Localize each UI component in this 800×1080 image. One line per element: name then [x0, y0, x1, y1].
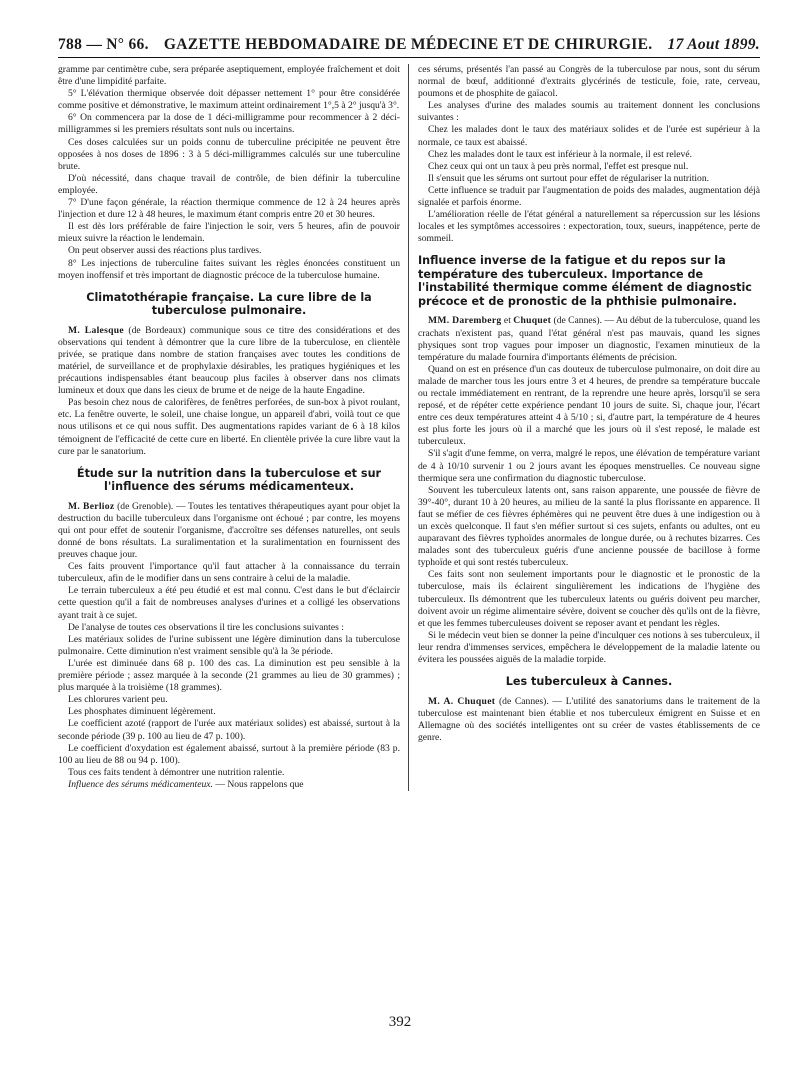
paragraph: Ces faits sont non seulement importants pour le diagnostic et le pronostic de la tuberculose, mais ils éclairent singulièrement les indications de l'hygiène des tuberculeux. Ils démontrent que les tuberculeux latents ou guéris doivent peu marcher, doivent avoir un régime alimentaire sévère, doivent se coucher dès qu'ils ont de la fièvre, et que les femmes tuberculeuses doivent se reposer avant et pendant les règles. [418, 569, 760, 629]
paragraph-text: (de Bordeaux) communique sous ce titre des considérations et des observations qui tendent à démontrer que la cure libre de la tuberculose, en clientèle privée, se pratique dans nombre de station françaises avec toutes les conditions de matériel, de surveillance et de prophylaxie désirables, les pratiques hygiéniques et les précautions indispensables étant beaucoup plus faciles à observer dans nos climats lumineux et doux que dans les cieux de brume et de neige de la haute Engadine. [58, 324, 401, 397]
paragraph-text: — Nous rappelons que [212, 778, 304, 790]
section-heading-cannes: Les tuberculeux à Cannes. [505, 675, 673, 689]
paragraph [58, 501, 400, 561]
paragraph: 8° Les injections de tuberculine faites suivant les règles énoncées constituent un moyen inoffensif et très important de diagnostic précoce de la tuberculose humaine. [58, 257, 400, 281]
paragraph [58, 779, 400, 791]
author-name: MM. Daremberg [428, 315, 502, 327]
author-name: Chuquet [513, 315, 552, 327]
paragraph: Ces faits prouvent l'importance qu'il faut attacher à la connaissance du terrain tuberculeux, afin de le modifier dans un sens contraire à celui de la maladie. [58, 561, 400, 585]
paragraph: 6° On commencera par la dose de 1 déci-milligramme pour recommencer à 2 déci-milligrammes si les premiers résultats sont nuls ou incertains. [58, 112, 400, 136]
paragraph [418, 315, 760, 363]
page-issue-number: 788 — N° 66. [58, 36, 149, 53]
paragraph: Chez les malades dont le taux est inférieur à la normale, il est relevé. [428, 148, 692, 160]
paragraph: On peut observer aussi des réactions plus tardives. [68, 245, 262, 257]
page-number: 392 [388, 1014, 412, 1030]
paragraph: Le coefficient azoté (rapport de l'urée aux matériaux solides) est abaissé, surtout à la seconde période (39 p. 100 au lieu de 47 p. 100). [58, 718, 400, 742]
paragraph: Le coefficient d'oxydation est également abaissé, surtout à la première période (83 p. 100 au lieu de 88 ou 94 p. 100). [58, 742, 400, 766]
paragraph: De l'analyse de toutes ces observations il tire les conclusions suivantes : [68, 621, 344, 633]
paragraph: Les matériaux solides de l'urine subissent une légère diminution dans la tuberculose pulmonaire. Cette diminution n'est vraiment sensible qu'à la 3e période. [58, 633, 400, 657]
paragraph: Ces doses calculées sur un poids connu de tuberculine précipitée ne peuvent être opposées à nos doses de 1896 : 3 à 5 déci-milligrammes calculés sur une tuberculine brute. [58, 136, 400, 172]
author-name: M. Berlioz [68, 500, 115, 512]
paragraph: S'il s'agit d'une femme, on verra, malgré le repos, une élévation de température variant de 4 à 10/10 survenir 1 ou 2 jours avant les époques menstruelles. Ce nouveau signe thermique sera une confirmation du diagnostic tuberculose. [418, 448, 760, 484]
paragraph [418, 696, 760, 744]
paragraph: 7° D'une façon générale, la réaction thermique commence de 12 à 24 heures après l'injection et dure 12 à 48 heures, le maximum étant compris entre 20 et 30 heures. [58, 197, 400, 221]
paragraph: Le terrain tuberculeux a été peu étudié et est mal connu. C'est dans le but d'éclaircir cette question qu'il a fait de nombreuses analyses d'urines et a colligé les observations ayant trait à ce sujet. [58, 585, 400, 621]
paragraph: Il est dès lors préférable de faire l'injection le soir, vers 5 heures, afin de pouvoir mieux suivre la réaction le lendemain. [58, 221, 400, 245]
page-header [58, 36, 760, 58]
paragraph: Chez ceux qui ont un taux à peu près normal, l'effet est presque nul. [428, 160, 689, 172]
journal-title: GAZETTE HEBDOMADAIRE DE MÉDECINE ET DE CHIRURGIE. [163, 36, 653, 53]
paragraph: Tous ces faits tendent à démontrer une nutrition ralentie. [68, 766, 285, 778]
paragraph: gramme par centimètre cube, sera préparée aseptiquement, employée fraîchement et doit être d'une limpidité parfaite. [58, 64, 400, 88]
paragraph: 5° L'élévation thermique observée doit dépasser nettement 1° pour être considérée comme positive et démonstrative, le maximum atteint ordinairement 1°,5 à 2° jusqu'à 3°. [58, 88, 400, 112]
paragraph: ces sérums, présentés l'an passé au Congrès de la tuberculose par nous, sont du sérum normal de bœuf, additionné d'extraits glycérinés de testicule, foie, rate, cerveau, poumons et de phosphite de gaïacol. [418, 64, 760, 100]
paragraph: Pas besoin chez nous de calorifères, de fenêtres perforées, de sun-box à pivot roulant, etc. La fenêtre ouverte, le soleil, une chaise longue, un appareil d'abri, voilà tout ce que nous utilisons et ce qui nous suffit. Des augmentations rapides variant de 6 à 18 kilos témoignent de l'efficacité de cette cure en liberté. En clientèle privée la cure libre vaut la cure par le sanatorium. [58, 397, 400, 457]
section-heading-fatigue-repos: Influence inverse de la fatigue et du repos sur la température des tuberculeux. Importance de l'instabilité thermique comme élément de diagnostic précoce et de pronostic de la phthisie pulmonaire. [418, 254, 752, 308]
paragraph: L'amélioration réelle de l'état général a naturellement sa répercussion sur les lésions locales et les symptômes accessoires : expectoration, toux, sueurs, inappétence, perte de sommeil. [418, 209, 760, 245]
left-column [58, 64, 409, 791]
paragraph: Chez les malades dont le taux des matériaux solides et de l'urée est supérieur à la normale, ce taux est abaissé. [418, 124, 760, 148]
issue-date: 17 Aout 1899. [667, 36, 760, 53]
paragraph: Si le médecin veut bien se donner la peine d'inculquer ces notions à ses tuberculeux, il leur rendra d'immenses services, empêchera le développement de la maladie latente ou évitera les poussées aiguës de la maladie torpide. [418, 629, 760, 666]
paragraph: Les analyses d'urine des malades soumis au traitement donnent les conclusions suivantes : [418, 100, 760, 124]
paragraph: Les chlorures varient peu. [68, 694, 168, 706]
paragraph: L'urée est diminuée dans 68 p. 100 des cas. La diminution est peu sensible à la première période ; assez marquée à la seconde (21 grammes au lieu de 30 grammes) ; plus marquée à la troisième (18 grammes). [58, 657, 400, 694]
paragraph: Quand on est en présence d'un cas douteux de tuberculose pulmonaire, on doit dire au malade de marcher tous les jours entre 3 et 4 heures, de prendre sa température buccale ou rectale immédiatement en rentrant, de la reprendre une heure après, lorsqu'il se sera reposé, et de répéter cette expérience pendant 10 jours de suite. Si, chaque jour, l'écart entre ces deux températures atteint 4 à 5/10 ; si, d'autre part, la température de 4 heures est plus forte les jours où il a marché que les jours où il s'est reposé, le malade est tuberculeux. [418, 363, 760, 448]
italic-subheading: Influence des sérums médicamenteux. [68, 778, 213, 790]
paragraph-text: (de Cannes). — L'utilité des sanatoriums dans le traitement de la tuberculose est maintenant bien établie et nos tuberculeux émigrent en Suisse et en Allemagne où des sociétés intelligentes ont su créer de vastes établissements de ce genre. [418, 695, 761, 743]
paragraph: Les phosphates diminuent légèrement. [68, 706, 216, 718]
section-heading-nutrition: Étude sur la nutrition dans la tuberculose et sur l'influence des sérums médicamenteux. [76, 466, 382, 494]
paragraph-text: et [501, 315, 514, 327]
paragraph: Cette influence se traduit par l'augmentation de poids des malades, augmentation déjà signalée et parfois énorme. [418, 184, 760, 209]
section-heading-climatotherapie: Climatothérapie française. La cure libre de la tuberculose pulmonaire. [86, 290, 372, 318]
paragraph: Il s'ensuit que les sérums ont surtout pour effet de régulariser la nutrition. [428, 172, 710, 184]
paragraph: Souvent les tuberculeux latents ont, sans raison apparente, une poussée de fièvre de 39°-40°, durant 10 à 20 heures, au milieu de la santé la plus florissante en apparence. Il faut se méfier de ces fièvres éphémères qui ne peuvent être dues à une indigestion ou à un excès quelconque. Il faut s'en méfier surtout si ces sujets, enfants ou adultes, ont eu auparavant des fièvres typhoïdes anormales de longue durée, ou à rechutes bizarres. Ces malades sont des tuberculeux guéris d'une ancienne poussée de bacillose à forme typhoïde et qui sont restés tuberculeux. [418, 484, 760, 569]
right-column [409, 64, 760, 791]
two-column-body [58, 64, 760, 791]
paragraph-text: (de Grenoble). — Toutes les tentatives thérapeutiques ayant pour objet la destruction du bacille tuberculeux dans l'organisme ont échoué ; par contre, les moyens qui ont pour effet de soutenir l'organisme, d'accroître ses défenses naturelles, ont seuls donné de bons résultats. La suralimentation et la suralimentation en fournissent des preuves chaque jour. [58, 500, 400, 561]
paragraph-text: (de Cannes). — Au début de la tuberculose, quand les crachats n'existent pas, quand l'état général n'est pas mauvais, quand les signes physiques sont trop vagues pour imposer un diagnostic, l'examen minutieux de la température du malade fournira d'importants éléments de précision. [418, 315, 761, 363]
paragraph [58, 325, 400, 398]
author-name: M. Lalesque [68, 324, 124, 336]
author-name: M. A. Chuquet [428, 695, 496, 707]
paragraph: D'où nécessité, dans chaque travail de contrôle, de bien définir la tuberculine employée. [58, 172, 400, 196]
